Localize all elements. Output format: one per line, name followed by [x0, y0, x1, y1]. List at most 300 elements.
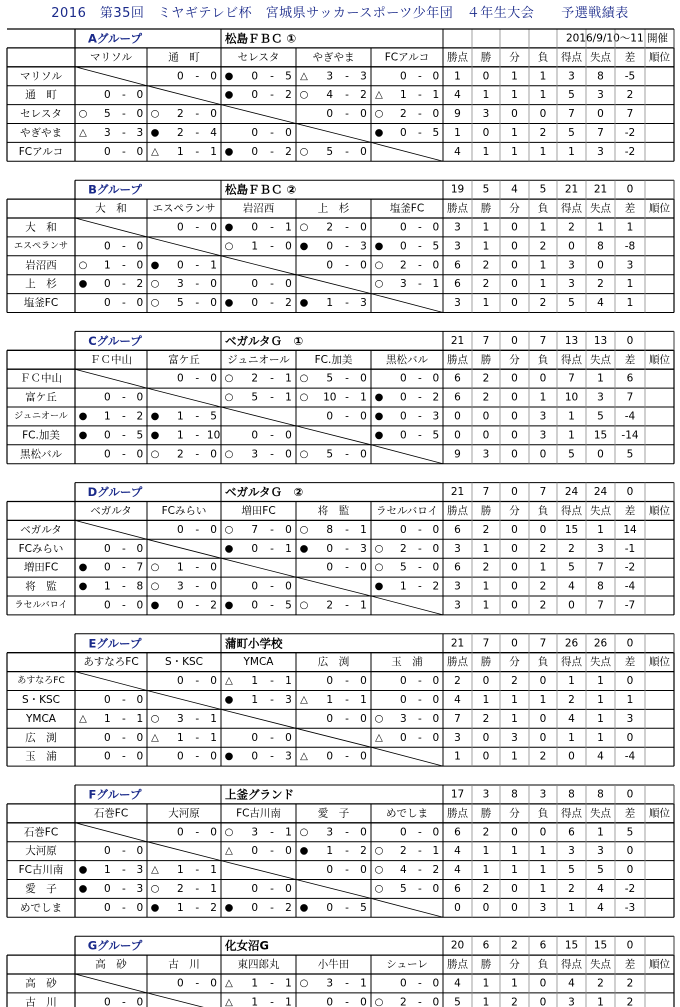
stat-value: 3: [568, 259, 575, 272]
score-for: 1: [176, 864, 184, 877]
team-header: 玉 浦: [391, 656, 423, 669]
score-for: 2: [251, 372, 259, 385]
score-for: 0: [400, 429, 407, 442]
stat-value: 2: [482, 712, 490, 725]
stat-value: 1: [597, 523, 604, 536]
score-against: 1: [136, 712, 144, 725]
diagonal-cell: [147, 388, 221, 407]
group-label: Gグループ: [87, 938, 143, 953]
score-for: 1: [176, 429, 184, 442]
score-for: 3: [400, 278, 407, 291]
stat-header: 失点: [590, 958, 611, 971]
score-against: 0: [360, 864, 367, 877]
score-dash: -: [418, 240, 422, 253]
group-winner: 松島ＦＢＣ ①: [225, 31, 297, 46]
score-against: 0: [285, 448, 292, 461]
score-for: 0: [176, 372, 184, 385]
score-dash: -: [122, 561, 126, 574]
stat-value: 2: [482, 259, 490, 272]
stat-value: 1: [597, 826, 604, 839]
stat-value: 3: [626, 259, 634, 272]
team-header: マリソル: [90, 51, 132, 64]
stat-value: 1: [511, 145, 518, 158]
stat-header: 勝: [480, 958, 492, 971]
score-for: 4: [326, 89, 334, 102]
score-dash: -: [418, 580, 422, 593]
result-mark: ○: [299, 977, 309, 989]
score-for: 5: [176, 297, 184, 310]
team-header: 大 和: [95, 202, 127, 215]
stat-value: 1: [454, 70, 461, 83]
score-against: 0: [285, 580, 292, 593]
summary-value: 19: [450, 183, 465, 196]
stat-value: 0: [539, 826, 547, 839]
stat-header: 分: [509, 504, 520, 517]
score-dash: -: [122, 996, 126, 1007]
summary-value: 0: [511, 334, 518, 347]
score-against: 0: [360, 410, 367, 423]
summary-value: 0: [511, 486, 518, 499]
score-against: 1: [285, 977, 292, 990]
score-for: 0: [326, 108, 334, 121]
result-mark: ●: [78, 278, 88, 290]
summary-value: 7: [539, 334, 547, 347]
stat-value: 0: [482, 126, 490, 139]
team-header: 富ケ丘: [168, 353, 200, 366]
stat-value: 0: [482, 901, 490, 914]
score-dash: -: [418, 523, 422, 536]
result-mark: ●: [224, 146, 234, 158]
stat-value: 0: [454, 410, 461, 423]
score-for: 8: [326, 523, 334, 536]
score-against: 2: [432, 864, 440, 877]
row-team-label: 塩釜FC: [23, 297, 59, 310]
score-against: 3: [285, 693, 292, 706]
group-label: Eグループ: [88, 636, 142, 651]
stat-header: 順位: [649, 353, 670, 366]
stat-value: 2: [454, 675, 461, 688]
score-dash: -: [345, 70, 349, 83]
stat-header: 失点: [590, 656, 611, 669]
score-dash: -: [195, 882, 200, 895]
stat-value: 3: [626, 712, 634, 725]
summary-value: 3: [482, 788, 490, 801]
diagonal-cell: [371, 898, 443, 917]
score-against: 0: [210, 297, 217, 310]
stat-value: 0: [482, 410, 490, 423]
score-against: 1: [285, 542, 292, 555]
result-mark: ●: [374, 410, 384, 422]
stat-value: 4: [568, 712, 575, 725]
stat-value: 2: [482, 826, 490, 839]
stat-value: 0: [454, 901, 461, 914]
stat-header: 順位: [649, 807, 670, 820]
result-mark: ●: [224, 221, 234, 233]
score-dash: -: [418, 561, 422, 574]
score-against: 0: [285, 126, 292, 139]
score-for: 0: [104, 278, 111, 291]
score-dash: -: [195, 561, 200, 574]
score-for: 0: [400, 826, 407, 839]
score-against: 3: [360, 297, 367, 310]
score-dash: -: [270, 599, 274, 612]
score-dash: -: [195, 712, 200, 725]
score-against: 2: [210, 599, 217, 612]
stat-value: 1: [626, 297, 634, 310]
score-against: 2: [136, 278, 144, 291]
result-mark: △: [300, 751, 308, 763]
stat-value: 1: [626, 693, 634, 706]
stat-value: -1: [624, 542, 636, 555]
score-against: 0: [136, 542, 144, 555]
score-for: 3: [104, 126, 111, 139]
score-for: 1: [251, 996, 259, 1007]
stat-header: 差: [624, 958, 636, 971]
score-against: 3: [360, 542, 367, 555]
score-dash: -: [418, 70, 422, 83]
score-dash: -: [418, 977, 422, 990]
stat-value: 0: [511, 523, 518, 536]
score-dash: -: [195, 448, 200, 461]
row-team-label: 石巻FC: [23, 826, 59, 839]
score-dash: -: [270, 996, 274, 1007]
stat-header: 分: [509, 202, 520, 215]
stat-header: 差: [624, 504, 636, 517]
result-mark: ○: [224, 240, 234, 252]
stat-value: 0: [539, 977, 547, 990]
score-dash: -: [270, 977, 274, 990]
stat-value: 0: [511, 901, 518, 914]
stat-value: 1: [626, 221, 634, 234]
score-dash: -: [270, 542, 274, 555]
score-for: 0: [326, 750, 334, 763]
score-against: 0: [210, 108, 217, 121]
row-team-label: FCアルコ: [18, 145, 64, 158]
score-for: 0: [400, 372, 407, 385]
score-for: 1: [104, 712, 111, 725]
stat-value: 1: [482, 977, 490, 990]
score-for: 0: [251, 278, 259, 291]
stat-value: 5: [568, 561, 575, 574]
diagonal-cell: [147, 691, 221, 710]
stat-header: 負: [537, 353, 549, 366]
score-for: 0: [251, 126, 259, 139]
stat-value: 7: [597, 126, 604, 139]
summary-value: 26: [593, 637, 608, 650]
score-dash: -: [270, 221, 274, 234]
summary-value: 15: [593, 939, 608, 952]
score-against: 0: [360, 826, 367, 839]
team-header: エスペランサ: [152, 202, 216, 215]
result-mark: △: [300, 694, 308, 706]
stat-value: -2: [624, 561, 636, 574]
score-against: 0: [136, 297, 144, 310]
score-against: 0: [136, 259, 144, 272]
row-team-label: S・KSC: [21, 693, 61, 706]
score-dash: -: [270, 750, 274, 763]
result-mark: ●: [224, 297, 234, 309]
result-mark: ●: [78, 581, 88, 593]
score-dash: -: [270, 297, 274, 310]
diagonal-cell: [371, 142, 443, 161]
result-mark: ○: [374, 996, 384, 1007]
score-against: 0: [210, 448, 217, 461]
stat-header: 順位: [649, 504, 670, 517]
score-for: 0: [176, 259, 184, 272]
date-label: 2016/9/10〜11 開催: [565, 32, 668, 45]
score-for: 3: [400, 712, 407, 725]
row-team-label: 増田FC: [23, 561, 59, 574]
score-against: 1: [285, 221, 292, 234]
stat-value: 2: [511, 996, 518, 1007]
score-for: 3: [326, 977, 334, 990]
diagonal-cell: [221, 709, 296, 728]
stat-value: 6: [454, 523, 461, 536]
score-dash: -: [418, 882, 422, 895]
stat-value: 6: [454, 278, 461, 291]
stat-value: 0: [511, 580, 518, 593]
score-for: 0: [176, 523, 184, 536]
stat-value: 3: [482, 108, 490, 121]
row-team-label: ラセルバロイ: [14, 600, 68, 611]
score-against: 0: [136, 89, 144, 102]
stat-value: 1: [454, 750, 461, 763]
score-dash: -: [345, 89, 349, 102]
score-for: 10: [323, 391, 337, 404]
score-against: 0: [285, 523, 292, 536]
score-against: 2: [285, 89, 292, 102]
team-header: シューレ: [386, 958, 428, 971]
score-dash: -: [195, 826, 200, 839]
stat-value: -4: [624, 410, 636, 423]
score-dash: -: [122, 750, 126, 763]
team-header: 大河原: [168, 807, 200, 820]
stat-value: 0: [539, 996, 547, 1007]
stat-value: 1: [597, 693, 604, 706]
team-header: ジュニオール: [227, 353, 290, 366]
summary-value: 15: [564, 939, 579, 952]
summary-value: 4: [511, 183, 518, 196]
result-mark: ○: [150, 562, 160, 574]
team-header: FCみらい: [161, 504, 207, 517]
summary-value: 0: [626, 183, 634, 196]
score-dash: -: [122, 240, 126, 253]
result-mark: ○: [224, 524, 234, 536]
stat-value: 3: [568, 845, 575, 858]
stat-value: 5: [597, 864, 604, 877]
summary-value: 13: [593, 334, 608, 347]
summary-value: 21: [450, 334, 465, 347]
score-against: 0: [432, 731, 440, 744]
result-mark: △: [225, 845, 233, 857]
score-dash: -: [270, 675, 274, 688]
score-for: 0: [104, 882, 111, 895]
stat-header: 勝点: [447, 51, 468, 64]
result-mark: ●: [224, 751, 234, 763]
score-against: 0: [136, 108, 144, 121]
result-mark: ●: [299, 297, 309, 309]
stat-value: 0: [568, 750, 575, 763]
score-dash: -: [270, 240, 274, 253]
team-header: FCアルコ: [384, 51, 430, 64]
score-for: 1: [104, 410, 111, 423]
row-team-label: 高 砂: [25, 977, 57, 990]
score-dash: -: [418, 845, 422, 858]
summary-value: 7: [539, 637, 547, 650]
stat-header: 勝: [480, 51, 492, 64]
stat-header: 失点: [590, 202, 611, 215]
stat-value: 2: [539, 297, 547, 310]
score-against: 1: [432, 278, 440, 291]
stat-header: 負: [537, 807, 549, 820]
score-for: 0: [251, 845, 259, 858]
score-against: 1: [210, 145, 217, 158]
stat-value: 4: [454, 864, 461, 877]
stat-value: 3: [597, 391, 604, 404]
score-dash: -: [122, 599, 126, 612]
score-dash: -: [195, 429, 200, 442]
score-against: 0: [210, 580, 217, 593]
score-dash: -: [345, 240, 349, 253]
summary-value: 0: [626, 334, 634, 347]
stat-header: 勝: [480, 353, 492, 366]
score-for: 1: [251, 240, 259, 253]
score-for: 0: [326, 712, 334, 725]
score-for: 0: [400, 977, 407, 990]
stat-value: 1: [482, 845, 490, 858]
score-for: 0: [251, 221, 259, 234]
score-against: 0: [360, 145, 367, 158]
score-against: 3: [136, 882, 144, 895]
result-mark: ●: [150, 429, 160, 441]
score-dash: -: [122, 882, 126, 895]
score-dash: -: [195, 259, 200, 272]
row-team-label: FC古川南: [18, 864, 64, 877]
score-for: 5: [400, 882, 407, 895]
stat-value: 4: [568, 580, 575, 593]
stat-value: 2: [626, 977, 634, 990]
result-mark: ●: [78, 864, 88, 876]
score-dash: -: [122, 89, 126, 102]
score-against: 0: [210, 675, 217, 688]
summary-value: 5: [482, 183, 490, 196]
stat-value: 3: [454, 221, 461, 234]
stat-value: 1: [482, 297, 490, 310]
result-mark: ●: [224, 543, 234, 555]
score-dash: -: [270, 845, 274, 858]
stat-header: 勝点: [447, 656, 468, 669]
stat-header: 負: [537, 656, 549, 669]
score-for: 0: [104, 145, 111, 158]
stat-header: 分: [509, 656, 520, 669]
score-dash: -: [122, 542, 126, 555]
stat-value: 6: [454, 391, 461, 404]
result-mark: ●: [78, 429, 88, 441]
score-dash: -: [418, 391, 422, 404]
score-dash: -: [345, 108, 349, 121]
stat-value: 3: [568, 996, 575, 1007]
team-header: ベガルタ: [90, 504, 132, 517]
stat-value: -7: [624, 599, 636, 612]
score-against: 0: [210, 278, 217, 291]
stat-value: 8: [597, 580, 604, 593]
row-team-label: 通 町: [25, 89, 57, 102]
stat-value: 1: [539, 70, 547, 83]
score-for: 2: [326, 221, 334, 234]
stat-value: 1: [597, 675, 604, 688]
stat-value: 2: [482, 372, 490, 385]
row-team-label: 黒松バル: [20, 448, 62, 461]
stat-header: 得点: [561, 202, 582, 215]
stat-value: 5: [568, 89, 575, 102]
stat-value: 1: [511, 70, 518, 83]
stat-header: 勝: [480, 504, 492, 517]
diagonal-cell: [75, 974, 147, 993]
score-against: 1: [285, 372, 292, 385]
stat-value: 1: [482, 580, 490, 593]
summary-value: 24: [593, 486, 608, 499]
score-dash: -: [195, 372, 200, 385]
score-dash: -: [418, 731, 422, 744]
row-team-label: 大河原: [25, 845, 57, 858]
diagonal-cell: [371, 445, 443, 464]
score-against: 0: [136, 145, 144, 158]
stat-value: -4: [624, 580, 636, 593]
score-for: 0: [104, 240, 111, 253]
score-dash: -: [418, 675, 422, 688]
score-for: 2: [176, 882, 184, 895]
score-for: 0: [400, 126, 407, 139]
score-dash: -: [122, 731, 126, 744]
score-against: 0: [432, 221, 440, 234]
score-against: 3: [136, 864, 144, 877]
score-against: 0: [210, 977, 217, 990]
score-dash: -: [195, 126, 200, 139]
score-dash: -: [270, 882, 274, 895]
page-title: 2016 第35回 ミヤギテレビ杯 宮城県サッカースポーツ少年団 ４年生大会 予選戦績表: [51, 6, 629, 21]
stat-value: 1: [511, 864, 518, 877]
stat-value: 2: [482, 391, 490, 404]
stat-value: 3: [454, 580, 461, 593]
score-dash: -: [122, 864, 126, 877]
result-mark: ○: [224, 373, 234, 385]
score-for: 0: [104, 996, 111, 1007]
stat-value: 0: [539, 108, 547, 121]
stat-value: 1: [626, 278, 634, 291]
stat-value: 1: [597, 712, 604, 725]
stat-header: 勝: [480, 656, 492, 669]
score-against: 2: [432, 580, 440, 593]
score-dash: -: [418, 221, 422, 234]
stat-value: 4: [568, 977, 575, 990]
score-for: 1: [176, 731, 184, 744]
score-against: 2: [360, 845, 367, 858]
score-dash: -: [122, 297, 126, 310]
summary-value: 2: [511, 939, 518, 952]
result-mark: ○: [150, 581, 160, 593]
score-dash: -: [345, 712, 349, 725]
result-mark: ○: [78, 108, 88, 120]
score-for: 0: [326, 901, 334, 914]
stat-value: 0: [511, 599, 518, 612]
stat-header: 分: [509, 807, 520, 820]
stat-header: 勝点: [447, 202, 468, 215]
stat-value: 1: [568, 675, 575, 688]
diagonal-cell: [371, 294, 443, 313]
stat-value: 10: [564, 391, 579, 404]
stat-header: 順位: [649, 656, 670, 669]
stat-header: 得点: [561, 656, 582, 669]
